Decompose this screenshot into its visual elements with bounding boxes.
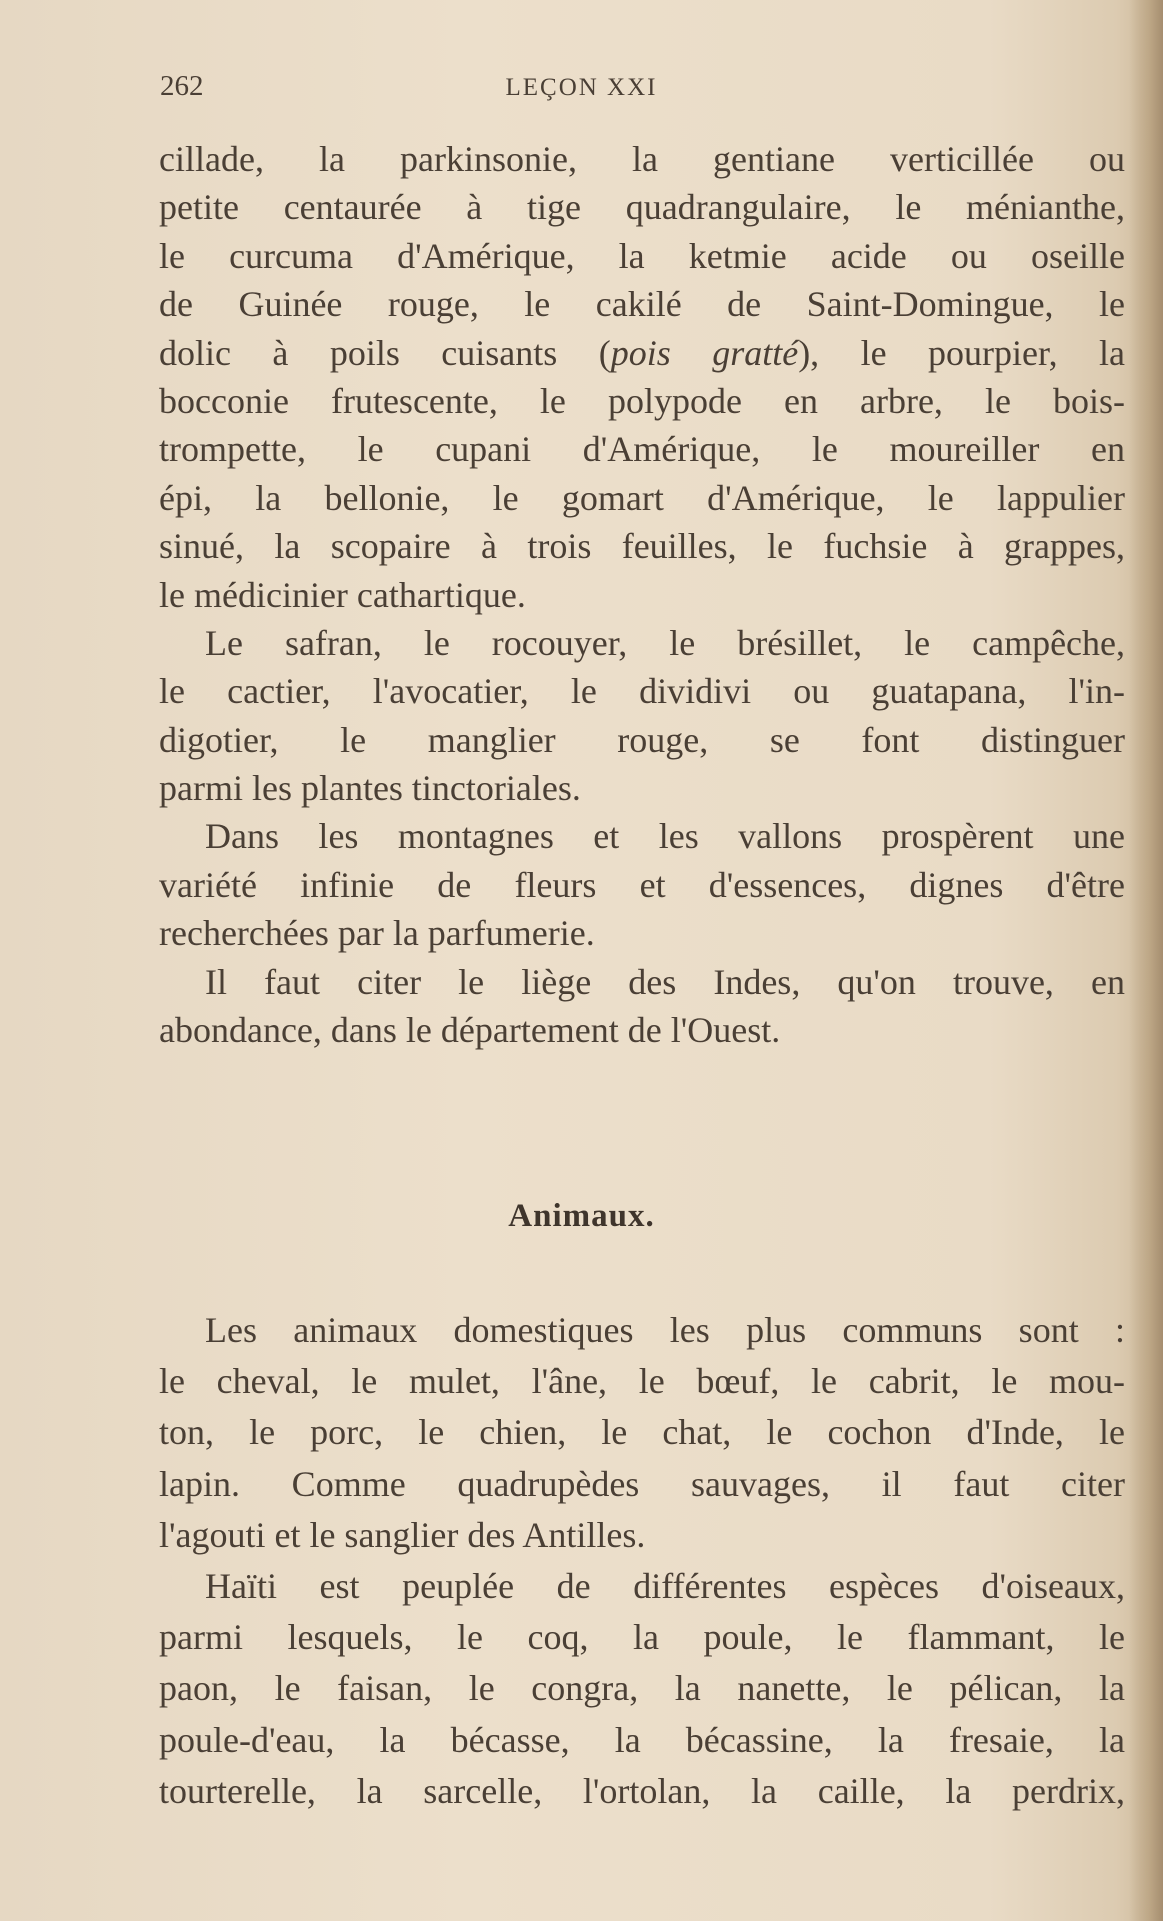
text-line: variété infinie de fleurs et d'essences, dignes d'être — [159, 864, 1125, 905]
text-line: parmi lesquels, le coq, la poule, le flammant, le — [159, 1617, 1125, 1658]
text-span: ), le pourpier, la — [798, 332, 1125, 373]
text-line: cillade, la parkinsonie, la gentiane verticillée ou — [159, 139, 1125, 179]
text-line: paon, le faisan, le congra, la nanette, le pélican, la — [159, 1668, 1125, 1709]
text-line: Dans les montagnes et les vallons prospèrent une — [205, 816, 1125, 857]
text-line: trompette, le cupani d'Amérique, le moureiller en — [159, 429, 1125, 470]
text-line: Les animaux domestiques les plus communs sont : — [205, 1310, 1125, 1350]
text-line: petite centaurée à tige quadrangulaire, le ménianthe, — [159, 187, 1125, 228]
page-edge-shadow — [1129, 0, 1163, 1921]
text-line: parmi les plantes tinctoriales. — [159, 768, 581, 809]
text-line: sinué, la scopaire à trois feuilles, le fuchsie à grappes, — [159, 526, 1125, 567]
text-line — [159, 329, 1125, 377]
text-line: Il faut citer le liège des Indes, qu'on trouve, en — [205, 961, 1125, 1002]
text-line: l'agouti et le sanglier des Antilles. — [159, 1514, 646, 1555]
text-line: ton, le porc, le chien, le chat, le cochon d'Inde, le — [159, 1412, 1125, 1453]
text-line: le médicinier cathartique. — [159, 574, 526, 615]
running-title: LEÇON XXI — [505, 74, 658, 101]
text-block-plants — [159, 135, 1125, 1054]
text-line: poule-d'eau, la bécasse, la bécassine, la fresaie, la — [159, 1719, 1125, 1760]
text-span: dolic à poils cuisants ( — [159, 332, 611, 373]
section-heading: Animaux. — [508, 1198, 655, 1234]
text-block-animals — [159, 1305, 1125, 1817]
text-line: lapin. Comme quadrupèdes sauvages, il faut citer — [159, 1463, 1125, 1504]
text-line: le cheval, le mulet, l'âne, le bœuf, le cabrit, le mou- — [159, 1361, 1125, 1402]
text-line: digotier, le manglier rouge, se font distinguer — [159, 719, 1125, 760]
text-line: abondance, dans le département de l'Ouest. — [159, 1010, 781, 1051]
text-line: recherchées par la parfumerie. — [159, 913, 595, 954]
text-line: tourterelle, la sarcelle, l'ortolan, la caille, la perdrix, — [159, 1770, 1125, 1811]
text-line: de Guinée rouge, le cakilé de Saint-Domingue, le — [159, 284, 1125, 325]
text-line: épi, la bellonie, le gomart d'Amérique, le lappulier — [159, 477, 1125, 518]
italic-term: pois gratté — [610, 332, 799, 373]
text-line: Haïti est peuplée de différentes espèces d'oiseaux, — [205, 1565, 1125, 1606]
text-line: le cactier, l'avocatier, le dividivi ou guatapana, l'in- — [159, 671, 1125, 712]
text-line: le curcuma d'Amérique, la ketmie acide ou oseille — [159, 235, 1125, 276]
text-line: bocconie frutescente, le polypode en arbre, le bois- — [159, 380, 1125, 421]
text-line: Le safran, le rocouyer, le brésillet, le campêche, — [205, 622, 1125, 663]
page-number: 262 — [160, 70, 204, 102]
